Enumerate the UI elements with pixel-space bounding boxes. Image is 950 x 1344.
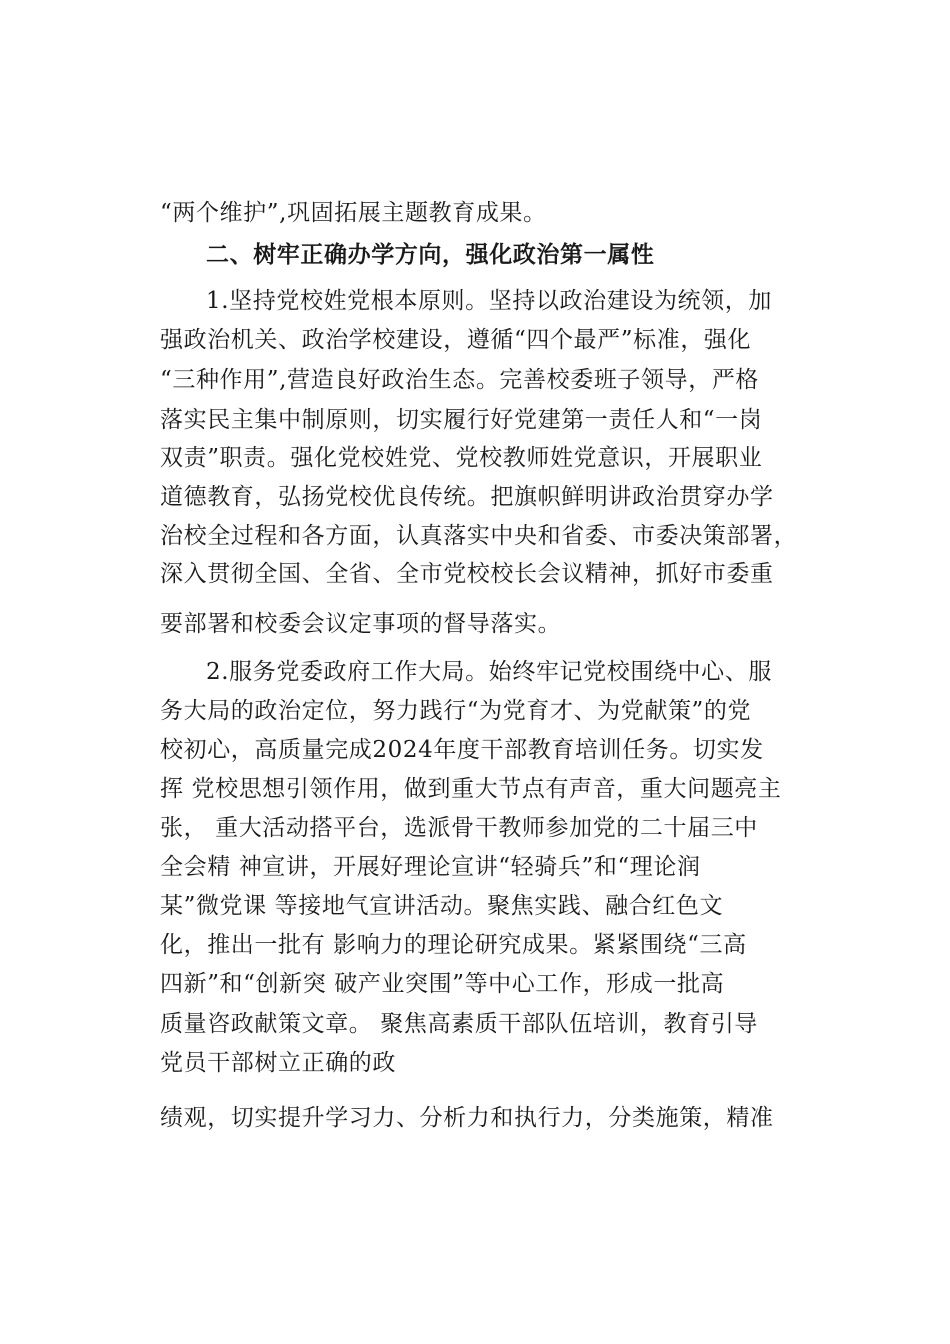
paragraph-line: 四新”和“创新突 破产业突围”等中心工作，形成一批高	[160, 971, 725, 997]
paragraph-line: 道德教育，弘扬党校优良传统。把旗帜鲜明讲政治贯穿办学	[160, 484, 774, 510]
paragraph-line: 绩观，切实提升学习力、分析力和执行力，分类施策，精准	[160, 1105, 774, 1131]
paragraph-line: 质量咨政献策文章。 聚焦高素质干部队伍培训，教育引导	[160, 1011, 758, 1037]
paragraph-line: 要部署和校委会议定事项的督导落实。	[160, 611, 562, 637]
paragraph-line: 1.坚持党校姓党根本原则。坚持以政治建设为统领，加	[206, 288, 772, 314]
paragraph-line: 张， 重大活动搭平台，选派骨干教师参加党的二十届三中	[160, 815, 758, 841]
section-heading: 二、树牢正确办学方向，强化政治第一属性	[206, 242, 655, 268]
paragraph-line: 深入贯彻全国、全省、全市党校校长会议精神，抓好市委重	[160, 561, 774, 587]
paragraph-line: 化，推出一批有 影响力的理论研究成果。紧紧围绕“三高	[160, 932, 747, 958]
paragraph-line: 双责”职责。强化党校姓党、党校教师姓党意识，开展职业	[160, 445, 763, 471]
paragraph-line: 2.服务党委政府工作大局。始终牢记党校围绕中心、服	[206, 659, 772, 685]
paragraph-line: 强政治机关、政治学校建设，遵循“四个最严”标准，强化	[160, 327, 752, 353]
paragraph-line: 务大局的政治定位，努力践行“为党育才、为党献策”的党	[160, 698, 752, 724]
paragraph-line: 党员干部树立正确的政	[160, 1050, 396, 1076]
paragraph-line: 挥 党校思想引领作用，做到重大节点有声音，重大问题亮主	[160, 776, 782, 802]
paragraph-line: 治校全过程和各方面，认真落实中央和省委、市委决策部署，	[160, 523, 798, 549]
paragraph-line: 全会精 神宣讲，开展好理论宣讲“轻骑兵”和“理论润	[160, 854, 701, 880]
carryover-line: “两个维护”,巩固拓展主题教育成果。	[160, 200, 547, 226]
paragraph-line: 校初心，高质量完成2024年度干部教育培训任务。切实发	[160, 737, 764, 763]
paragraph-line: 某”微党课 等接地气宣讲活动。聚焦实践、融合红色文	[160, 893, 724, 919]
paragraph-line: 落实民主集中制原则，切实履行好党建第一责任人和“一岗	[160, 407, 763, 433]
paragraph-line: “三种作用”,营造良好政治生态。完善校委班子领导，严格	[160, 367, 760, 393]
